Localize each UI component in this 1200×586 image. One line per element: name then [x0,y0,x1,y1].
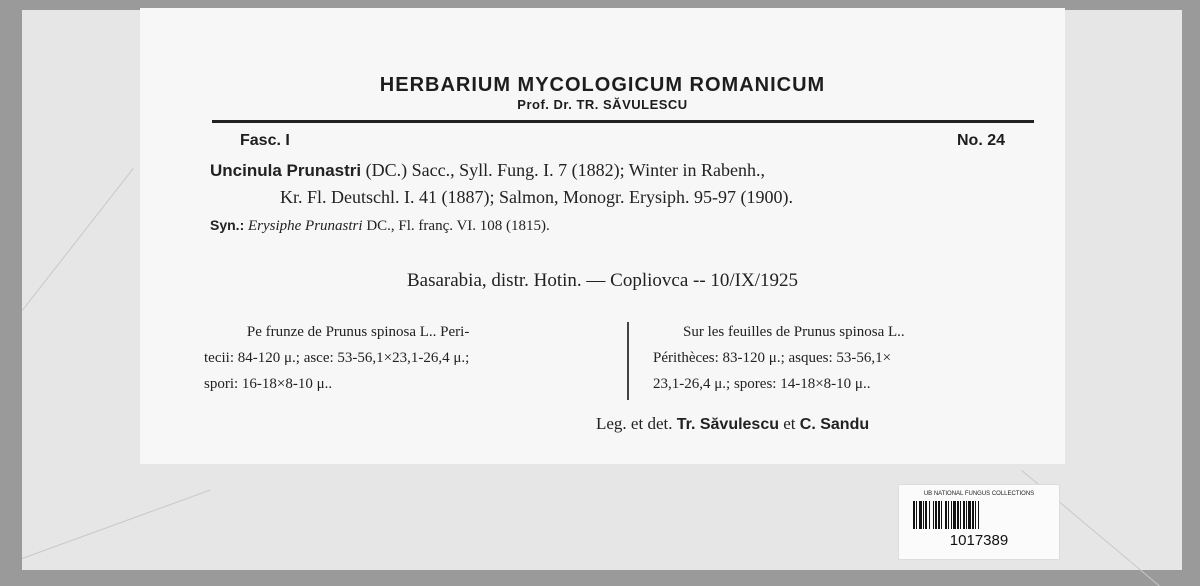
citation-line-2: Kr. Fl. Deutschl. I. 41 (1887); Salmon, Monogr. Erysiph. 95-97 (1900). [280,187,793,207]
collector-line [596,414,869,434]
collector-1: Tr. Săvulescu [676,416,779,433]
herbarium-title: HERBARIUM MYCOLOGICUM ROMANICUM [379,74,826,96]
fascicle-label: Fasc. I [240,132,290,149]
envelope-flap-line-bottom [22,490,210,559]
description-fr-line: 23,1-26,4 μ.; spores: 14-18×8-10 μ.. [653,376,871,392]
collector-prefix: Leg. et det. [596,414,673,433]
citation-line-1 [210,160,765,181]
description-fr-line: Périthèces: 83-120 μ.; asques: 53-56,1× [653,350,892,366]
header-rule [212,120,1034,123]
synonym-name: Erysiphe Prunastri [247,218,363,234]
barcode-label [898,484,1060,560]
synonym-label: Syn.: [210,217,245,233]
description-french [653,319,905,397]
column-divider [627,322,629,400]
citation-line-1-rest: (DC.) Sacc., Syll. Fung. I. 7 (1882); Winter in Rabenh., [365,160,766,180]
herbarium-subtitle: Prof. Dr. TR. SĂVULESCU [517,97,688,112]
description-fr-line: Sur les feuilles de Prunus spinosa L.. [683,324,905,340]
description-romanian [204,319,469,397]
description-ro-line: Pe frunze de Prunus spinosa L.. Peri- [246,324,470,340]
specimen-number: No. 24 [956,132,1005,149]
synonym-line [210,217,550,235]
barcode-bars [913,501,1045,529]
herbarium-label [140,8,1065,464]
species-name: Uncinula Prunastri [210,161,362,180]
description-ro-line: tecii: 84-120 μ.; asce: 53-56,1×23,1-26,4 μ.; [204,350,470,366]
synonym-rest: DC., Fl. franç. VI. 108 (1815). [366,218,550,234]
envelope-flap-line-left [22,168,134,310]
collector-conj: et [783,414,796,433]
barcode-header: UB NATIONAL FUNGUS COLLECTIONS [923,491,1035,497]
description-ro-line: spori: 16-18×8-10 μ.. [204,376,333,392]
collector-2: C. Sandu [799,416,870,433]
barcode-number: 1017389 [949,532,1009,549]
locality: Basarabia, distr. Hotin. — Copliovca -- 10/IX/1925 [406,270,799,291]
